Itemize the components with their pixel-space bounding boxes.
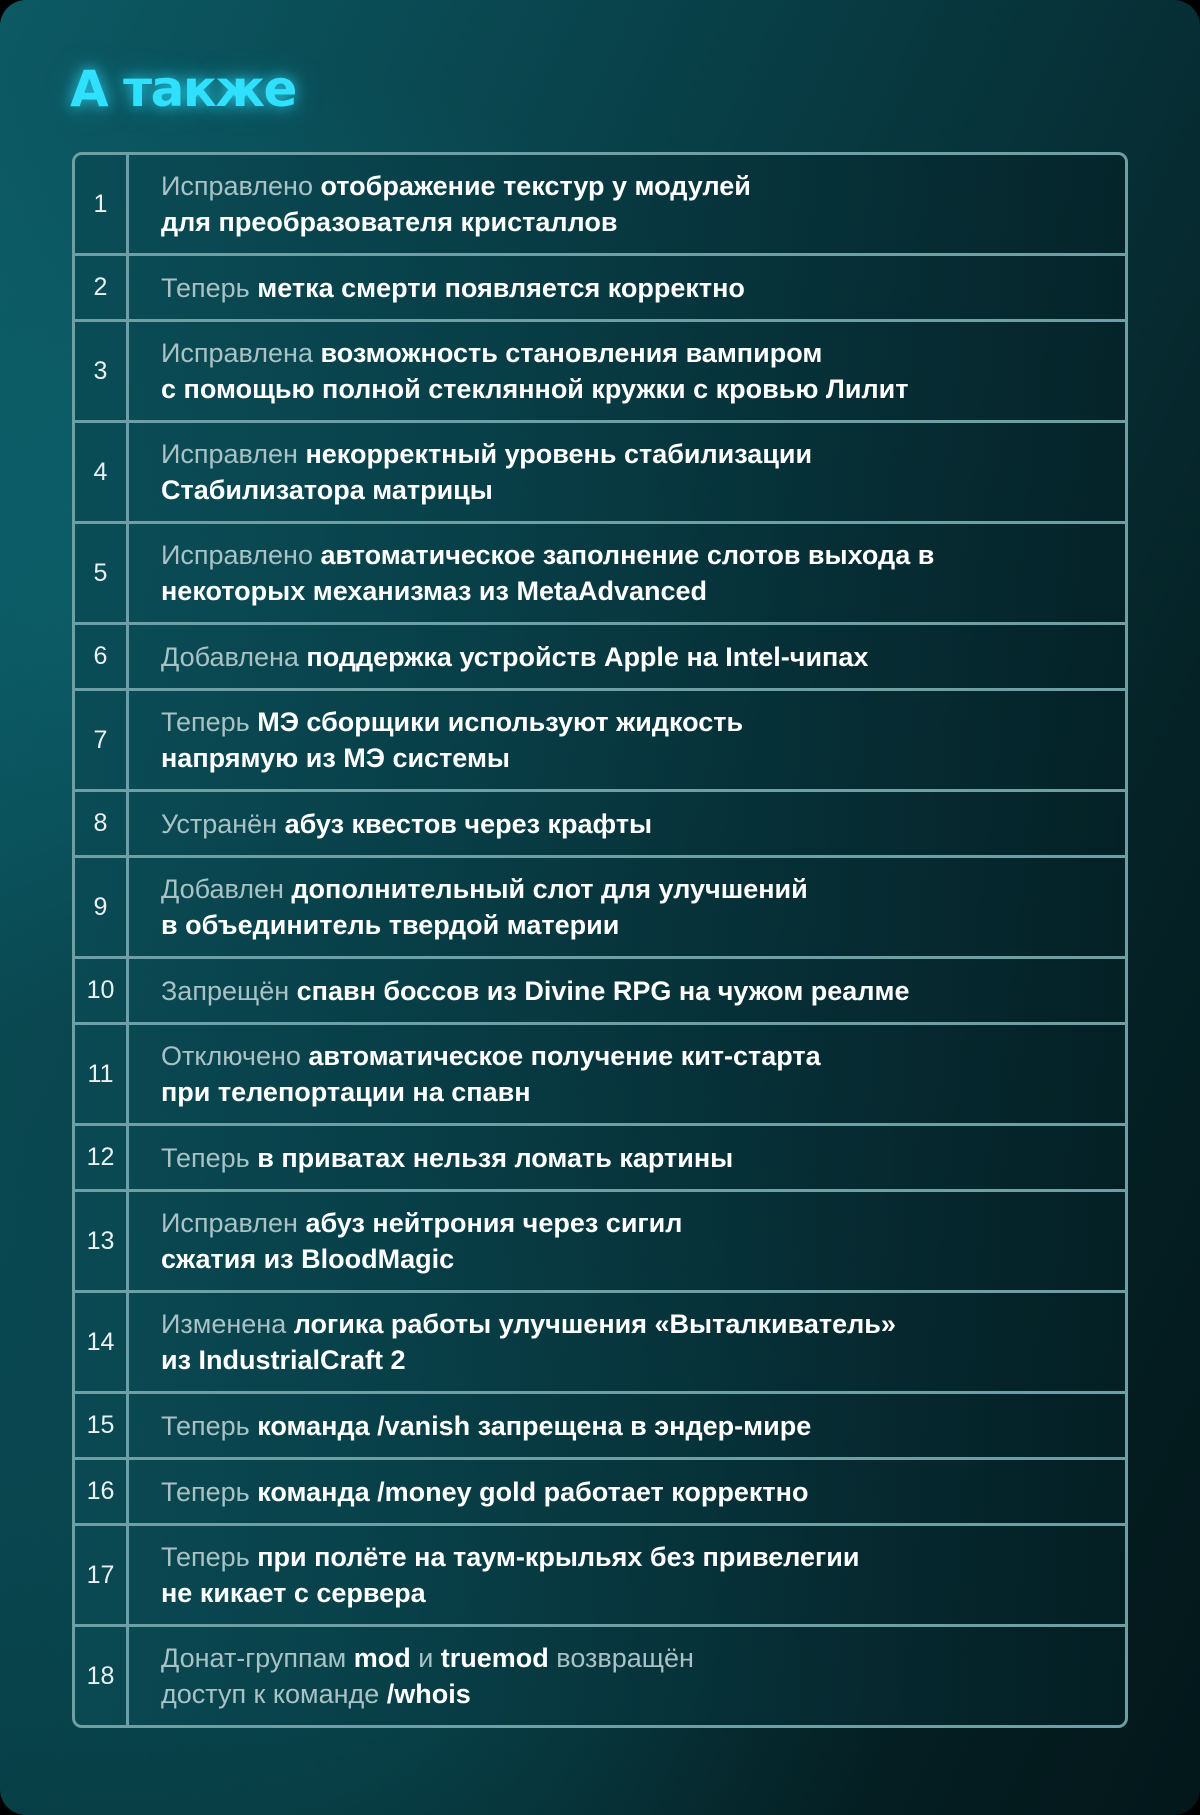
detail-text: МЭ сборщики используют жидкость [257,707,744,737]
detail-text: mod [353,1643,411,1673]
verb-text: Исправлен [161,1208,306,1238]
row-number: 2 [75,256,129,319]
description-line [161,1342,1105,1378]
detail-text: из IndustrialCraft 2 [161,1345,406,1375]
detail-text: при полёте на таум-крыльях без привелегии [257,1542,860,1572]
row-number: 13 [75,1192,129,1290]
detail-text: /whois [386,1679,471,1709]
detail-text: напрямую из МЭ системы [161,743,510,773]
description-line [161,204,1105,240]
verb-text: Исправлено [161,171,321,201]
description-line [161,1676,1105,1712]
verb-text: Добавлена [161,641,307,672]
table-row [75,423,1125,524]
description-line [161,1038,1105,1074]
detail-text: Стабилизатора матрицы [161,475,493,505]
description-line [161,472,1105,508]
row-description [129,524,1125,622]
detail-text: в приватах нельзя ломать картины [257,1142,734,1173]
row-number: 8 [75,792,129,855]
row-number: 9 [75,858,129,956]
row-description [129,792,1125,855]
row-number: 16 [75,1460,129,1523]
description-line [161,704,1105,740]
verb-text: Теперь [161,272,258,303]
description-line [161,168,1105,204]
verb-text: Изменена [161,1309,294,1339]
description-line [161,436,1105,472]
detail-text: автоматическое получение кит-старта [308,1041,821,1071]
description-line [161,371,1105,407]
row-description [129,1394,1125,1457]
description-line [161,1539,1105,1575]
description-line [161,537,1105,573]
row-description [129,155,1125,253]
row-description [129,691,1125,789]
table-row [75,1394,1125,1460]
table-row [75,256,1125,322]
table-row [75,625,1125,691]
description-line [161,1575,1105,1611]
verb-text: возвращён [548,1643,694,1673]
row-number: 5 [75,524,129,622]
table-row [75,322,1125,423]
description-line [161,270,1105,306]
detail-text: некоторых механизмаз из MetaAdvanced [161,576,708,606]
description-line [161,871,1105,907]
verb-text: Устранён [161,808,285,839]
detail-text: отображение текстур у модулей [320,171,751,201]
detail-text: автоматическое заполнение слотов выхода в [320,540,935,570]
table-row [75,1025,1125,1126]
row-description [129,625,1125,688]
description-line [161,335,1105,371]
detail-text: для преобразователя кристаллов [161,207,618,237]
table-row [75,1192,1125,1293]
detail-text: в объединитель твердой материи [161,910,620,940]
table-row [75,1460,1125,1526]
description-line [161,1306,1105,1342]
row-number: 4 [75,423,129,521]
description-line [161,573,1105,609]
detail-text: сжатия из BloodMagic [161,1244,455,1274]
table-row [75,691,1125,792]
changelog-table [72,152,1128,1728]
detail-text: команда /vanish запрещена в эндер-мире [257,1410,812,1441]
verb-text: Теперь [161,1410,258,1441]
detail-text: truemod [440,1643,549,1673]
row-description [129,959,1125,1022]
row-number: 6 [75,625,129,688]
row-description [129,423,1125,521]
row-number: 11 [75,1025,129,1123]
row-description [129,1126,1125,1189]
row-number: 3 [75,322,129,420]
row-number: 7 [75,691,129,789]
row-description [129,858,1125,956]
description-line [161,740,1105,776]
detail-text: логика работы улучшения «Выталкиватель» [293,1309,896,1339]
verb-text: Теперь [161,707,258,737]
description-line [161,1408,1105,1444]
description-line [161,1074,1105,1110]
row-number: 14 [75,1293,129,1391]
row-number: 18 [75,1627,129,1725]
verb-text: Запрещён [161,975,297,1006]
row-number: 15 [75,1394,129,1457]
table-row [75,1627,1125,1725]
table-row [75,858,1125,959]
detail-text: спавн боссов из Divine RPG на чужом реалме [296,975,910,1006]
table-row [75,524,1125,625]
row-description [129,1293,1125,1391]
verb-text: Теперь [161,1476,258,1507]
verb-text: Исправлено [161,540,321,570]
row-description [129,256,1125,319]
verb-text: доступ к команде [161,1679,387,1709]
description-line [161,1241,1105,1277]
detail-text: команда /money gold работает корректно [257,1476,809,1507]
verb-text: Донат-группам [161,1643,354,1673]
description-line [161,1140,1105,1176]
verb-text: Отключено [161,1041,309,1071]
detail-text: абуз нейтрония через сигил [305,1208,683,1238]
verb-text: Добавлен [161,874,292,904]
table-row [75,1126,1125,1192]
verb-text: Исправлена [161,338,321,368]
description-line [161,639,1105,675]
verb-text: Исправлен [161,439,306,469]
table-row [75,1526,1125,1627]
table-row [75,792,1125,858]
detail-text: некорректный уровень стабилизации [305,439,813,469]
description-line [161,1474,1105,1510]
table-row [75,1293,1125,1394]
row-description [129,1192,1125,1290]
table-row [75,959,1125,1025]
detail-text: поддержка устройств Apple на Intel-чипах [306,641,869,672]
description-line [161,1205,1105,1241]
row-description [129,1025,1125,1123]
detail-text: возможность становления вампиром [320,338,823,368]
row-number: 12 [75,1126,129,1189]
row-number: 10 [75,959,129,1022]
description-line [161,806,1105,842]
description-line [161,1640,1105,1676]
row-number: 1 [75,155,129,253]
detail-text: с помощью полной стеклянной кружки с кровью Лилит [161,374,909,404]
verb-text: Теперь [161,1542,258,1572]
row-description [129,1627,1125,1725]
description-line [161,973,1105,1009]
detail-text: абуз квестов через крафты [284,808,653,839]
detail-text: не кикает с сервера [161,1578,426,1608]
description-line [161,907,1105,943]
row-number: 17 [75,1526,129,1624]
table-row [75,155,1125,256]
page-title: А также [70,60,296,118]
verb-text: и [410,1643,441,1673]
row-description [129,1460,1125,1523]
detail-text: при телепортации на спавн [161,1077,531,1107]
row-description [129,1526,1125,1624]
row-description [129,322,1125,420]
verb-text: Теперь [161,1142,258,1173]
detail-text: дополнительный слот для улучшений [291,874,808,904]
detail-text: метка смерти появляется корректно [257,272,745,303]
